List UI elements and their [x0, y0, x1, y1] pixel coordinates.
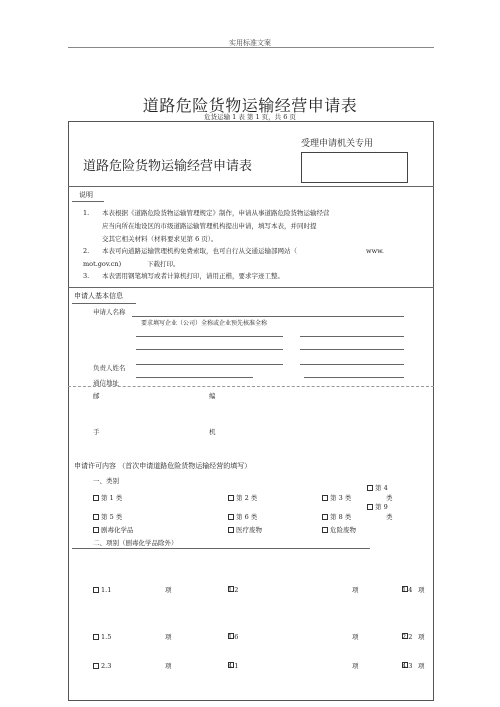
item-1-6-label: 1.6	[228, 633, 239, 641]
office-use-label: 受理申请机关专用	[301, 139, 374, 149]
class-2-checkbox[interactable]: 第 2 类	[228, 494, 257, 502]
item-1-4-label: 1.4	[402, 586, 413, 594]
highly-toxic-chemicals-checkbox[interactable]: 剧毒化学品	[93, 526, 134, 534]
permit-heading: 申请许可内容 （首次申请道路危险货物运输经营的填写）	[74, 462, 252, 470]
class-9-suffix: 类	[386, 513, 393, 521]
postcode-label-part-1: 邮	[93, 392, 100, 400]
applicant-name-field-line-2b[interactable]	[300, 336, 404, 337]
hazardous-waste-checkbox[interactable]: 危险废物	[322, 526, 356, 534]
class-9-checkbox[interactable]: 第 9	[367, 503, 388, 511]
note-1-line-3: 交其它相关材料（材料要求见第 6 页）。	[102, 235, 218, 243]
item-4-3-label: 4.3	[402, 662, 413, 670]
address-field-2[interactable]	[304, 377, 404, 378]
subitem-heading-underline	[72, 548, 370, 549]
person-in-charge-field[interactable]	[136, 364, 283, 365]
checkbox-icon	[93, 514, 99, 520]
applicant-name-field-line-3a[interactable]	[136, 349, 283, 350]
office-use-box[interactable]	[301, 152, 408, 183]
subitem-heading: 二、项别（剧毒化学品除外）	[93, 539, 178, 547]
note-2-number: 2.	[83, 247, 90, 255]
item-word: 项	[165, 586, 172, 594]
category-heading: 一、类别	[93, 477, 119, 485]
class-6-checkbox[interactable]: 第 6 类	[228, 513, 257, 521]
form-frame	[68, 121, 434, 701]
inner-form-title: 道路危险货物运输经营申请表	[83, 159, 253, 174]
address-field[interactable]	[136, 377, 253, 378]
item-2-3-checkbox[interactable]: 2.3	[93, 662, 111, 670]
medical-waste-checkbox[interactable]: 医疗废物	[228, 526, 262, 534]
checkbox-icon	[228, 527, 234, 533]
class-8-checkbox[interactable]: 第 8 类	[322, 513, 351, 521]
item-1-5-checkbox[interactable]: 1.5	[93, 633, 111, 641]
section-divider	[68, 287, 434, 288]
note-1-line-1: 本表根据《道路危险货物运输管理规定》制作，申请从事道路危险货物运输经营	[102, 209, 330, 217]
checkbox-icon	[228, 495, 234, 501]
item-word: 项	[165, 662, 172, 670]
note-1-number: 1.	[83, 209, 90, 217]
notes-heading-underline	[72, 201, 104, 202]
note-2-url-part-2: mot.gov.cn)	[83, 260, 122, 268]
item-word: 项	[165, 633, 172, 641]
applicant-name-field[interactable]	[132, 316, 404, 317]
applicant-heading-underline	[72, 303, 136, 304]
section-divider	[68, 386, 434, 387]
note-2-url-part-1: www.	[366, 247, 384, 255]
applicant-name-field-line-2a[interactable]	[136, 336, 283, 337]
class-5-checkbox[interactable]: 第 5 类	[93, 513, 122, 521]
checkbox-icon	[93, 634, 99, 640]
checkbox-icon	[93, 527, 99, 533]
person-in-charge-label: 负责人姓名	[93, 364, 126, 372]
section-divider	[68, 186, 434, 187]
checkbox-icon	[228, 514, 234, 520]
item-word: 项	[418, 633, 425, 641]
checkbox-icon	[93, 495, 99, 501]
note-3-number: 3.	[83, 272, 90, 280]
class-4-suffix: 类	[386, 494, 393, 502]
class-1-checkbox[interactable]: 第 1 类	[93, 494, 122, 502]
mobile-label-part-1: 手	[93, 428, 100, 436]
checkbox-icon	[93, 663, 99, 669]
header-divider	[68, 47, 434, 48]
note-1-line-2: 应当向所在地设区的市级道路运输管理机构提出申请，填写本表，并同时提	[102, 222, 317, 230]
class-3-checkbox[interactable]: 第 3 类	[322, 494, 351, 502]
item-1-1-checkbox[interactable]: 1.1	[93, 586, 111, 594]
note-2-line-2: 下载打印。	[147, 260, 180, 268]
checkbox-icon	[367, 485, 373, 491]
checkbox-icon	[322, 495, 328, 501]
person-in-charge-field-2[interactable]	[300, 364, 404, 365]
item-word: 项	[352, 586, 359, 594]
note-3-line-1: 本表需用钢笔填写或者计算机打印，请用正楷，要求字迹工整。	[102, 272, 284, 280]
item-word: 项	[352, 662, 359, 670]
postcode-label-part-2: 编	[209, 392, 216, 400]
item-2-2-label: 2.2	[402, 633, 413, 641]
notes-heading: 说明	[79, 191, 93, 199]
note-2-line-1: 本表可向道路运输管理机构免费索取，也可自行从交通运输部网站（	[102, 247, 297, 255]
page-header-label: 实用标准文案	[229, 39, 271, 47]
item-word: 项	[418, 586, 425, 594]
item-1-2-label: 1.2	[228, 586, 239, 594]
applicant-name-hint: 要求填写企业（公司）全称或企业预先核准全称	[141, 320, 268, 327]
form-subtitle: 危货运输 1 表 第 1 页，共 6 页	[204, 113, 296, 121]
applicant-heading: 申请人基本信息	[74, 292, 123, 300]
item-word: 项	[418, 662, 425, 670]
item-4-1-label: 4.1	[228, 662, 239, 670]
form-title: 道路危险货物运输经营申请表	[142, 96, 358, 115]
class-4-checkbox[interactable]: 第 4	[367, 484, 388, 492]
checkbox-icon	[93, 587, 99, 593]
mobile-label-part-2: 机	[209, 428, 216, 436]
checkbox-icon	[367, 504, 373, 510]
applicant-name-label: 申请人名称	[93, 308, 126, 316]
address-label: 通信地址	[93, 379, 119, 387]
item-word: 项	[352, 633, 359, 641]
checkbox-icon	[322, 527, 328, 533]
applicant-name-field-line-3b[interactable]	[300, 349, 404, 350]
checkbox-icon	[322, 514, 328, 520]
